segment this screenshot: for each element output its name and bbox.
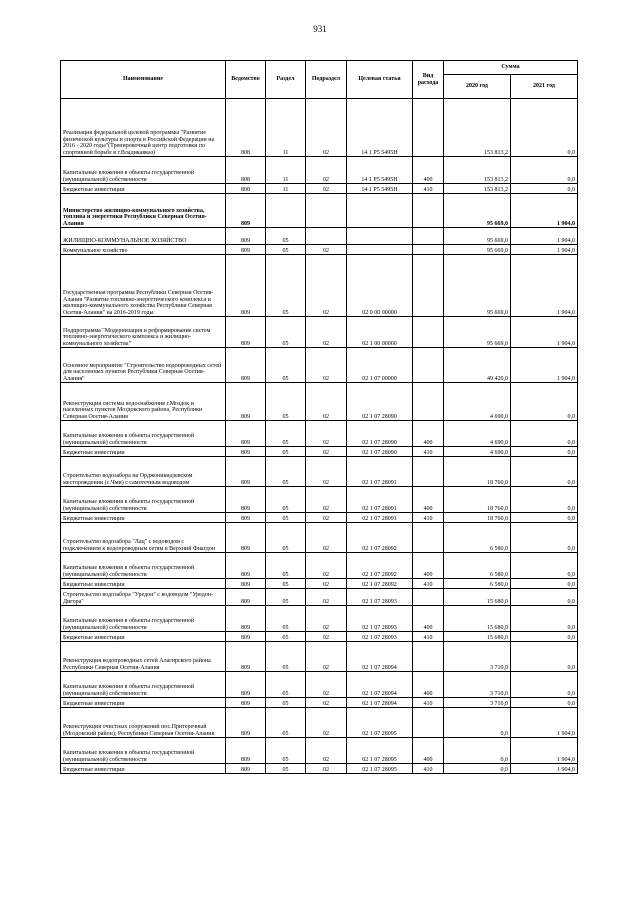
name-cell: Бюджетные инвестиции [61,513,226,523]
expense-type-cell [413,589,444,606]
expense-type-cell [413,642,444,672]
expense-type-cell [413,457,444,487]
section-cell: 05 [266,553,306,579]
subsection-cell: 02 [306,99,347,157]
ministry-cell: 809 [226,317,266,348]
target-cell: 02 1 07 28092 [347,553,413,579]
table-row [61,157,578,184]
table-body [61,99,578,774]
name-cell: Капитальные вложения в объекты государственной (муниципальной) собственности [61,553,226,579]
section-cell: 05 [266,487,306,513]
ministry-cell: 808 [226,184,266,194]
name-cell: Реконструкция водопроводных сетей Алагирского района Республики Северная Осетия-Алания [61,642,226,672]
target-cell: 02 1 07 28092 [347,579,413,589]
section-cell: 05 [266,457,306,487]
subsection-cell: 02 [306,708,347,738]
name-cell: Коммунальное хозяйство [61,245,226,255]
amount-2021-cell: 0,0 [511,447,578,457]
ministry-cell: 809 [226,738,266,764]
subsection-cell: 02 [306,184,347,194]
amount-2020-cell: 4 690,0 [444,421,511,447]
ministry-cell: 809 [226,672,266,698]
expense-type-cell [413,255,444,317]
ministry-cell: 809 [226,487,266,513]
section-cell: 11 [266,157,306,184]
amount-2021-cell: 1 904,0 [511,228,578,245]
amount-2020-cell: 4 690,0 [444,447,511,457]
name-cell: Капитальные вложения в объекты государственной (муниципальной) собственности [61,487,226,513]
table-row [61,457,578,487]
table-row [61,194,578,228]
subsection-cell: 02 [306,632,347,642]
expense-type-cell [413,383,444,421]
amount-2020-cell: 3 710,0 [444,642,511,672]
table-row [61,99,578,157]
amount-2021-cell: 0,0 [511,383,578,421]
amount-2020-cell: 153 813,2 [444,99,511,157]
name-cell: Капитальные вложения в объекты государственной (муниципальной) собственности [61,157,226,184]
amount-2020-cell: 6 580,0 [444,523,511,553]
section-cell: 05 [266,698,306,708]
name-cell: Строительство водозабора "Уредон" с водоводом "Уредон-Дигора" [61,589,226,606]
table-row [61,708,578,738]
expense-type-cell [413,317,444,348]
target-cell: 02 1 07 28093 [347,589,413,606]
ministry-cell: 809 [226,383,266,421]
section-cell: 05 [266,513,306,523]
name-cell: Основное мероприятие "Строительство водопроводных сетей для населенных пунктов Республики Северная Осетия-Алания" [61,348,226,383]
name-cell: Государственная программа Республики Северная Осетия-Алания "Развитие топливно-энергетического комплекса и жилищно-коммунального хозяйства Республики Северная Осетия-Алания" на 2016-2019 годы [61,255,226,317]
subsection-cell: 02 [306,348,347,383]
name-cell: Бюджетные инвестиции [61,579,226,589]
section-cell: 11 [266,99,306,157]
name-cell: Реализация федеральной целевой программы "Развитие физической культуры и спорта в Российской Федерации на 2016 - 2020 годы"(Тренировочный центр подготовки по спортивной борьбе в г.Владикавказ) [61,99,226,157]
amount-2020-cell: 49 420,0 [444,348,511,383]
target-cell: 02 1 07 28095 [347,708,413,738]
table-row [61,348,578,383]
name-cell: Капитальные вложения в объекты государственной (муниципальной) собственности [61,606,226,632]
expense-type-cell: 410 [413,513,444,523]
amount-2020-cell: 0,0 [444,738,511,764]
subsection-cell: 02 [306,457,347,487]
table-row [61,764,578,774]
target-cell: 02 1 07 28095 [347,764,413,774]
subsection-cell: 02 [306,589,347,606]
header-target: Целевая статья [347,61,413,99]
amount-2020-cell: 153 813,2 [444,184,511,194]
table-row [61,317,578,348]
subsection-cell: 02 [306,738,347,764]
amount-2020-cell: 6 580,0 [444,579,511,589]
amount-2020-cell: 18 760,0 [444,513,511,523]
name-cell: ЖИЛИЩНО-КОММУНАЛЬНОЕ ХОЗЯЙСТВО [61,228,226,245]
subsection-cell: 02 [306,606,347,632]
section-cell: 05 [266,738,306,764]
subsection-cell: 02 [306,447,347,457]
name-cell: Капитальные вложения в объекты государственной (муниципальной) собственности [61,421,226,447]
expense-type-cell [413,99,444,157]
amount-2021-cell: 0,0 [511,642,578,672]
target-cell: 02 1 00 00000 [347,317,413,348]
amount-2021-cell: 0,0 [511,632,578,642]
amount-2021-cell: 0,0 [511,553,578,579]
name-cell: Бюджетные инвестиции [61,764,226,774]
target-cell: 02 1 07 28094 [347,672,413,698]
amount-2021-cell: 1 904,0 [511,348,578,383]
amount-2020-cell: 18 760,0 [444,487,511,513]
section-cell: 05 [266,245,306,255]
amount-2021-cell: 0,0 [511,487,578,513]
table-row [61,642,578,672]
expense-type-cell [413,708,444,738]
expense-type-cell: 400 [413,487,444,513]
table-row [61,184,578,194]
amount-2020-cell: 4 690,0 [444,383,511,421]
amount-2021-cell: 1 904,0 [511,708,578,738]
target-cell: 02 1 07 28094 [347,642,413,672]
section-cell: 05 [266,672,306,698]
ministry-cell: 809 [226,698,266,708]
amount-2020-cell: 0,0 [444,708,511,738]
amount-2021-cell: 1 904,0 [511,738,578,764]
expense-type-cell [413,194,444,228]
name-cell: Капитальные вложения в объекты государственной (муниципальной) собственности [61,672,226,698]
subsection-cell: 02 [306,672,347,698]
ministry-cell: 809 [226,447,266,457]
ministry-cell: 809 [226,632,266,642]
ministry-cell: 809 [226,589,266,606]
section-cell: 05 [266,383,306,421]
amount-2021-cell: 0,0 [511,579,578,589]
budget-table [60,60,578,774]
name-cell: Капитальные вложения в объекты государственной (муниципальной) собственности [61,738,226,764]
page-number: 931 [313,24,327,34]
target-cell: 02 1 07 28094 [347,698,413,708]
subsection-cell [306,194,347,228]
subsection-cell: 02 [306,579,347,589]
name-cell: Бюджетные инвестиции [61,447,226,457]
expense-type-cell: 410 [413,579,444,589]
subsection-cell: 02 [306,421,347,447]
target-cell: 14 1 Р5 5495Н [347,184,413,194]
ministry-cell: 809 [226,606,266,632]
section-cell: 05 [266,606,306,632]
table-row [61,553,578,579]
table-row [61,383,578,421]
amount-2020-cell: 15 680,0 [444,632,511,642]
subsection-cell: 02 [306,553,347,579]
name-cell: Подпрограмма "Модернизация и реформирование систем топливно-энергетического комплекса и жилищно-коммунального хозяйства" [61,317,226,348]
amount-2020-cell: 18 760,0 [444,457,511,487]
expense-type-cell: 400 [413,672,444,698]
amount-2020-cell: 3 710,0 [444,672,511,698]
amount-2020-cell: 95 669,0 [444,255,511,317]
name-cell: Бюджетные инвестиции [61,698,226,708]
section-cell [266,194,306,228]
amount-2021-cell: 1 904,0 [511,194,578,228]
amount-2020-cell: 95 669,0 [444,245,511,255]
target-cell: 02 1 07 28093 [347,632,413,642]
header-expense-type: Вид расхода [413,61,444,99]
table-row [61,738,578,764]
amount-2021-cell: 0,0 [511,606,578,632]
amount-2020-cell: 95 669,0 [444,194,511,228]
subsection-cell: 02 [306,157,347,184]
expense-type-cell: 410 [413,632,444,642]
target-cell: 02 1 07 28092 [347,523,413,553]
section-cell: 05 [266,708,306,738]
table-row [61,421,578,447]
amount-2021-cell: 0,0 [511,421,578,447]
expense-type-cell: 400 [413,606,444,632]
ministry-cell: 809 [226,553,266,579]
amount-2021-cell: 1 904,0 [511,764,578,774]
expense-type-cell: 410 [413,447,444,457]
table-row [61,523,578,553]
ministry-cell: 808 [226,157,266,184]
section-cell: 05 [266,348,306,383]
table-row [61,672,578,698]
subsection-cell [306,228,347,245]
name-cell: Строительство водозабора на Орджоникидзевском месторождении (с.Чми) с самотечным водоводом [61,457,226,487]
table-row [61,632,578,642]
ministry-cell: 809 [226,245,266,255]
name-cell: Бюджетные инвестиции [61,184,226,194]
ministry-cell: 809 [226,421,266,447]
header-name: Наименование [61,61,226,99]
amount-2020-cell: 95 669,0 [444,228,511,245]
ministry-cell: 809 [226,457,266,487]
target-cell: 02 1 07 28091 [347,487,413,513]
amount-2021-cell: 0,0 [511,457,578,487]
ministry-cell: 809 [226,228,266,245]
table-row [61,228,578,245]
target-cell [347,245,413,255]
subsection-cell: 02 [306,487,347,513]
ministry-cell: 809 [226,764,266,774]
amount-2021-cell: 1 904,0 [511,317,578,348]
amount-2020-cell: 6 580,0 [444,553,511,579]
subsection-cell: 02 [306,523,347,553]
expense-type-cell [413,228,444,245]
section-cell: 11 [266,184,306,194]
target-cell: 02 0 00 00000 [347,255,413,317]
name-cell: Строительство водозабора "Лац" с водоводом с подключением к водопроводным сетям в Верхний Фиагдон [61,523,226,553]
expense-type-cell: 400 [413,738,444,764]
expense-type-cell: 400 [413,421,444,447]
amount-2020-cell: 0,0 [444,764,511,774]
subsection-cell: 02 [306,255,347,317]
amount-2021-cell: 0,0 [511,99,578,157]
target-cell [347,194,413,228]
target-cell: 02 1 07 28091 [347,513,413,523]
section-cell: 05 [266,317,306,348]
header-sum: Сумма [444,61,578,75]
target-cell: 02 1 07 28090 [347,421,413,447]
section-cell: 05 [266,764,306,774]
target-cell: 02 1 07 28093 [347,606,413,632]
section-cell: 05 [266,579,306,589]
table-row [61,698,578,708]
expense-type-cell: 410 [413,698,444,708]
section-cell: 05 [266,255,306,317]
subsection-cell: 02 [306,383,347,421]
amount-2020-cell: 15 680,0 [444,589,511,606]
header-subsection: Подраздел [306,61,347,99]
table-row [61,589,578,606]
subsection-cell: 02 [306,642,347,672]
table-row [61,579,578,589]
ministry-cell: 808 [226,99,266,157]
section-cell: 05 [266,632,306,642]
amount-2021-cell: 0,0 [511,523,578,553]
amount-2020-cell: 153 813,2 [444,157,511,184]
target-cell: 02 1 07 00000 [347,348,413,383]
section-cell: 05 [266,523,306,553]
table-row [61,245,578,255]
section-cell: 05 [266,421,306,447]
amount-2021-cell: 1 904,0 [511,255,578,317]
amount-2021-cell: 0,0 [511,672,578,698]
table-row [61,447,578,457]
ministry-cell: 809 [226,523,266,553]
header-ministry: Ведомство [226,61,266,99]
target-cell: 02 1 07 28095 [347,738,413,764]
amount-2021-cell: 0,0 [511,698,578,708]
table-row [61,255,578,317]
section-cell: 05 [266,642,306,672]
name-cell: Министерство жилищно-коммунального хозяйства, топлива и энергетики Республики Северная Осетия-Алания [61,194,226,228]
amount-2021-cell: 0,0 [511,157,578,184]
ministry-cell: 809 [226,579,266,589]
header-section: Раздел [266,61,306,99]
subsection-cell: 02 [306,513,347,523]
table-row [61,487,578,513]
ministry-cell: 809 [226,642,266,672]
ministry-cell: 809 [226,348,266,383]
amount-2021-cell: 1 904,0 [511,245,578,255]
target-cell: 02 1 07 28091 [347,457,413,487]
subsection-cell: 02 [306,698,347,708]
amount-2020-cell: 95 669,0 [444,317,511,348]
subsection-cell: 02 [306,764,347,774]
section-cell: 05 [266,589,306,606]
target-cell: 02 1 07 28090 [347,383,413,421]
subsection-cell: 02 [306,245,347,255]
name-cell: Бюджетные инвестиции [61,632,226,642]
ministry-cell: 809 [226,194,266,228]
amount-2021-cell: 0,0 [511,513,578,523]
ministry-cell: 809 [226,708,266,738]
target-cell: 14 1 Р5 5495Н [347,157,413,184]
expense-type-cell: 400 [413,553,444,579]
expense-type-cell [413,523,444,553]
table-row [61,513,578,523]
expense-type-cell: 410 [413,184,444,194]
expense-type-cell [413,348,444,383]
table-row [61,606,578,632]
amount-2021-cell: 0,0 [511,589,578,606]
target-cell [347,228,413,245]
amount-2021-cell: 0,0 [511,184,578,194]
section-cell: 05 [266,228,306,245]
header-year-2020: 2020 год [444,75,511,99]
amount-2020-cell: 3 710,0 [444,698,511,708]
expense-type-cell: 410 [413,764,444,774]
subsection-cell: 02 [306,317,347,348]
ministry-cell: 809 [226,255,266,317]
section-cell: 05 [266,447,306,457]
expense-type-cell [413,245,444,255]
ministry-cell: 809 [226,513,266,523]
name-cell: Реконструкция системы водоснабжения г.Моздок и населенных пунктов Моздокского района, Республики Северная Осетия-Алания [61,383,226,421]
header-year-2021: 2021 год [511,75,578,99]
target-cell: 14 1 Р5 5495Н [347,99,413,157]
expense-type-cell: 400 [413,157,444,184]
amount-2020-cell: 15 680,0 [444,606,511,632]
name-cell: Реконструкция очистных сооружений пос.Притеречный (Моздокский район), Республики Северная Осетия-Алания [61,708,226,738]
target-cell: 02 1 07 28090 [347,447,413,457]
